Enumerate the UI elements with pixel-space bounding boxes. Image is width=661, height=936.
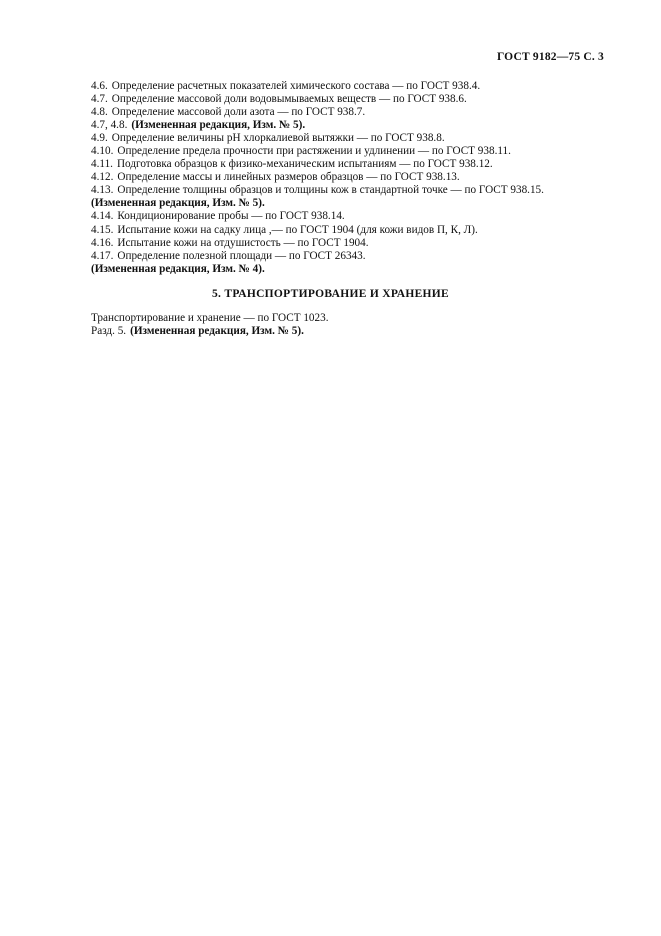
list-item-4-6 [91,80,611,93]
item-number: Разд. 5. [91,325,127,338]
list-item-4-8 [91,106,611,119]
item-number: 4.12. [91,171,114,184]
page-header: ГОСТ 9182—75 С. 3 [496,51,604,63]
list-item-4-17 [91,250,611,263]
amendment-note-4-14-4-17: (Измененная редакция, Изм. № 4). [91,262,265,275]
list-item-4-11 [91,158,611,171]
section-5-text: Транспортирование и хранение — по ГОСТ 1023. [91,312,329,324]
list-item-4-7 [91,93,611,106]
amendment-note-section-5 [91,325,611,338]
item-text: Определение массы и линейных размеров образцов — по ГОСТ 938.13. [117,171,460,184]
item-text: Определение полезной площади — по ГОСТ 26343. [117,249,366,262]
list-item-4-14 [91,210,611,223]
list-item-4-15 [91,224,611,237]
item-number: 4.16. [91,236,114,249]
item-text: Испытание кожи на садку лица ,— по ГОСТ 1904 (для кожи видов П, К, Л). [117,223,478,236]
item-text: Определение массовой доли водовымываемых веществ — по ГОСТ 938.6. [111,93,467,106]
item-number: 4.7, 4.8. [91,119,128,132]
item-number: 4.7. [91,93,108,106]
item-text: Подготовка образцов к физико-механическим испытаниям — по ГОСТ 938.12. [116,158,493,171]
item-number: 4.10. [91,145,114,158]
item-number: 4.6. [91,80,108,92]
item-number: 4.13. [91,184,114,197]
section-5-title: 5. ТРАНСПОРТИРОВАНИЕ И ХРАНЕНИЕ [212,288,449,300]
item-number: 4.11. [91,158,113,171]
item-text: Определение предела прочности при растяжении и удлинении — по ГОСТ 938.11. [117,145,511,158]
section-5-body [91,312,611,338]
amendment-note-4-7-4-8 [91,119,611,132]
amendment-text: (Измененная редакция, Изм. № 5). [131,119,306,132]
list-item-4-16 [91,237,611,250]
item-text: Определение толщины образцов и толщины кож в стандартной точке — по ГОСТ 938.15. [117,184,544,197]
list-item-4-9 [91,132,611,145]
list-item-4-10 [91,145,611,158]
item-number: 4.17. [91,249,114,262]
item-number: 4.14. [91,210,114,223]
list-item-4-12 [91,171,611,184]
item-text: Определение расчетных показателей химического состава — по ГОСТ 938.4. [111,80,481,92]
item-number: 4.8. [91,106,108,119]
amendment-text: (Измененная редакция, Изм. № 5). [130,325,304,338]
item-text: Испытание кожи на отдушистость — по ГОСТ 1904. [117,236,369,249]
list-item-4-13 [91,184,611,197]
item-number: 4.9. [91,132,108,145]
item-text: Кондиционирование пробы — по ГОСТ 938.14. [117,210,345,223]
item-number: 4.15. [91,223,114,236]
section-4-list [91,80,611,276]
item-text: Определение массовой доли азота — по ГОСТ 938.7. [111,106,366,119]
amendment-note-4-9-4-13: (Измененная редакция, Изм. № 5). [91,197,265,210]
item-text: Определение величины pH хлоркалиевой вытяжки — по ГОСТ 938.8. [111,132,445,145]
